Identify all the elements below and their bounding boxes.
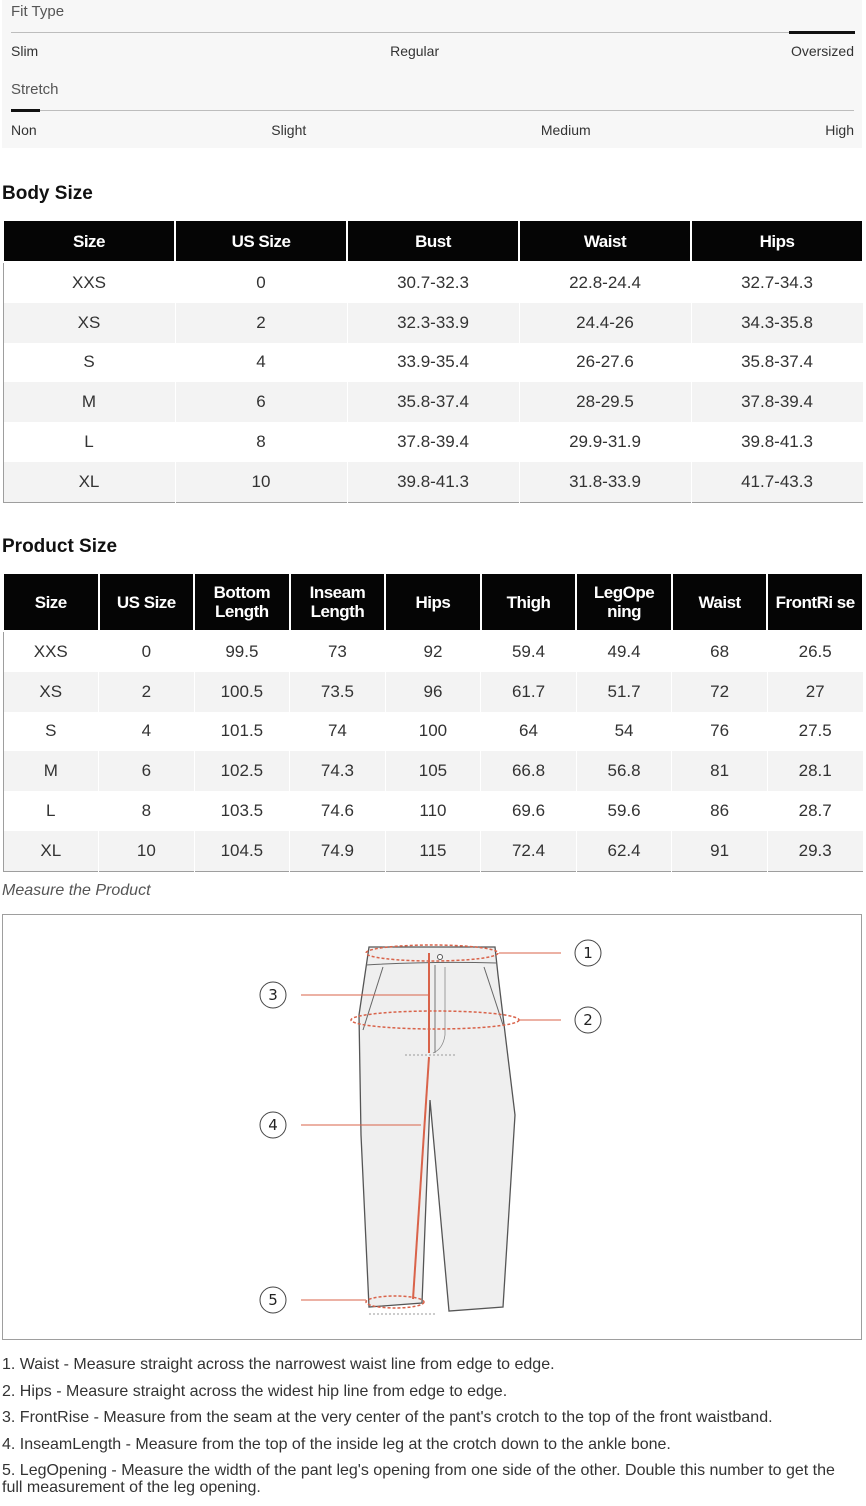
column-header: US Size [175, 220, 347, 262]
product-size-body [3, 631, 863, 871]
table-cell: 37.8-39.4 [691, 382, 863, 422]
table-cell: 66.8 [481, 751, 577, 791]
table-row [3, 791, 863, 831]
table-cell: 103.5 [194, 791, 290, 831]
table-cell: 2 [175, 303, 347, 343]
table-cell: S [3, 712, 99, 752]
stretch-labels [11, 122, 854, 138]
table-cell: XL [3, 831, 99, 871]
table-cell: 27 [767, 672, 863, 712]
column-header: Bottom Length [194, 573, 290, 631]
column-header: Hips [691, 220, 863, 262]
table-cell: 6 [175, 382, 347, 422]
marker-4-label: 4 [268, 1116, 278, 1134]
pants-diagram [3, 915, 861, 1339]
table-cell: 73.5 [290, 672, 386, 712]
table-cell: 64 [481, 712, 577, 752]
table-cell: 100 [385, 712, 481, 752]
table-cell: L [3, 422, 175, 462]
table-cell: 86 [672, 791, 768, 831]
fit-type-track [11, 32, 854, 33]
table-cell: 34.3-35.8 [691, 303, 863, 343]
table-cell: 51.7 [576, 672, 672, 712]
table-cell: 68 [672, 631, 768, 672]
table-cell: XS [3, 672, 99, 712]
marker-2-label: 2 [583, 1011, 593, 1029]
table-cell: 74.6 [290, 791, 386, 831]
table-row [3, 831, 863, 871]
table-cell: 10 [99, 831, 195, 871]
table-cell: M [3, 751, 99, 791]
table-cell: XXS [3, 262, 175, 303]
table-cell: 91 [672, 831, 768, 871]
table-row [3, 343, 863, 383]
table-row [3, 382, 863, 422]
table-cell: 29.9-31.9 [519, 422, 691, 462]
measurement-notes [2, 1356, 852, 1506]
measure-diagram [2, 914, 862, 1340]
waist-button [438, 955, 443, 960]
table-cell: 76 [672, 712, 768, 752]
note-inseam-length: 4. InseamLength - Measure from the top of the inside leg at the crotch down to the ankle bone. [2, 1435, 671, 1453]
table-cell: 6 [99, 751, 195, 791]
column-header: FrontRi se [767, 573, 863, 631]
table-cell: 33.9-35.4 [347, 343, 519, 383]
column-header: Size [3, 220, 175, 262]
table-cell: 2 [99, 672, 195, 712]
table-cell: 37.8-39.4 [347, 422, 519, 462]
table-cell: 29.3 [767, 831, 863, 871]
column-header: Waist [672, 573, 768, 631]
measure-caption: Measure the Product [2, 882, 151, 899]
table-cell: 4 [99, 712, 195, 752]
column-header: Size [3, 573, 99, 631]
note-front-rise: 3. FrontRise - Measure from the seam at the very center of the pant's crotch to the top of the front waistband. [2, 1409, 773, 1427]
table-cell: 59.6 [576, 791, 672, 831]
column-header: Inseam Length [290, 573, 386, 631]
table-cell: 81 [672, 751, 768, 791]
table-cell: 27.5 [767, 712, 863, 752]
fit-type-label-regular: Regular [390, 43, 440, 59]
body-size-title: Body Size [2, 183, 93, 204]
table-cell: 110 [385, 791, 481, 831]
table-row [3, 631, 863, 672]
product-size-title: Product Size [2, 536, 118, 557]
pants-outline [359, 947, 515, 1311]
table-cell: S [3, 343, 175, 383]
table-cell: 28.7 [767, 791, 863, 831]
table-cell: 39.8-41.3 [691, 422, 863, 462]
stretch-title: Stretch [11, 81, 59, 98]
table-cell: 28-29.5 [519, 382, 691, 422]
table-cell: 54 [576, 712, 672, 752]
table-cell: XXS [3, 631, 99, 672]
table-cell: 24.4-26 [519, 303, 691, 343]
table-cell: 56.8 [576, 751, 672, 791]
stretch-selected-marker [11, 109, 40, 112]
table-cell: 104.5 [194, 831, 290, 871]
fit-type-label-slim: Slim [11, 43, 39, 59]
table-cell: 74.3 [290, 751, 386, 791]
table-cell: 115 [385, 831, 481, 871]
table-cell: 74.9 [290, 831, 386, 871]
table-cell: 69.6 [481, 791, 577, 831]
table-cell: 26.5 [767, 631, 863, 672]
table-cell: M [3, 382, 175, 422]
table-cell: 4 [175, 343, 347, 383]
marker-5-label: 5 [268, 1291, 278, 1309]
table-cell: 74 [290, 712, 386, 752]
body-size-body [3, 262, 863, 502]
column-header: Hips [385, 573, 481, 631]
column-header: LegOpe ning [576, 573, 672, 631]
table-cell: 35.8-37.4 [347, 382, 519, 422]
table-cell: 96 [385, 672, 481, 712]
table-cell: 26-27.6 [519, 343, 691, 383]
table-cell: 8 [175, 422, 347, 462]
table-cell: 0 [175, 262, 347, 303]
table-cell: XS [3, 303, 175, 343]
table-cell: 59.4 [481, 631, 577, 672]
table-cell: 35.8-37.4 [691, 343, 863, 383]
table-cell: 22.8-24.4 [519, 262, 691, 303]
product-size-table [2, 572, 864, 872]
table-cell: 39.8-41.3 [347, 462, 519, 502]
table-cell: XL [3, 462, 175, 502]
fit-type-label-oversized: Oversized [790, 43, 854, 59]
table-cell: 32.3-33.9 [347, 303, 519, 343]
column-header: Bust [347, 220, 519, 262]
table-cell: 100.5 [194, 672, 290, 712]
table-cell: 101.5 [194, 712, 290, 752]
table-cell: 28.1 [767, 751, 863, 791]
table-cell: 73 [290, 631, 386, 672]
note-waist: 1. Waist - Measure straight across the narrowest waist line from edge to edge. [2, 1356, 555, 1373]
table-row [3, 422, 863, 462]
table-cell: 41.7-43.3 [691, 462, 863, 502]
table-row [3, 672, 863, 712]
table-row [3, 462, 863, 502]
column-header: US Size [99, 573, 195, 631]
stretch-label-slight: Slight [271, 122, 307, 138]
fit-type-title: Fit Type [11, 3, 65, 20]
note-hips: 2. Hips - Measure straight across the widest hip line from edge to edge. [2, 1382, 508, 1400]
marker-1-label: 1 [583, 944, 593, 962]
table-cell: 8 [99, 791, 195, 831]
table-row [3, 712, 863, 752]
table-cell: 102.5 [194, 751, 290, 791]
table-cell: 105 [385, 751, 481, 791]
table-row [3, 262, 863, 303]
table-cell: 32.7-34.3 [691, 262, 863, 303]
table-cell: 30.7-32.3 [347, 262, 519, 303]
table-cell: 72 [672, 672, 768, 712]
table-cell: 92 [385, 631, 481, 672]
fit-type-labels [11, 43, 854, 59]
table-cell: 61.7 [481, 672, 577, 712]
stretch-label-high: High [825, 122, 854, 138]
table-cell: 0 [99, 631, 195, 672]
stretch-track [11, 110, 854, 111]
stretch-label-non: Non [11, 122, 37, 138]
column-header: Thigh [481, 573, 577, 631]
marker-3-label: 3 [268, 986, 278, 1004]
table-cell: 10 [175, 462, 347, 502]
fit-panel [2, 0, 862, 148]
table-cell: 99.5 [194, 631, 290, 672]
table-cell: 49.4 [576, 631, 672, 672]
note-leg-opening: 5. LegOpening - Measure the width of the pant leg's opening from one side of the other. Double this number to get the full measurement of the leg opening. [2, 1462, 835, 1497]
column-header: Waist [519, 220, 691, 262]
body-size-header-row [3, 220, 863, 262]
table-cell: L [3, 791, 99, 831]
table-row [3, 303, 863, 343]
table-row [3, 751, 863, 791]
table-cell: 31.8-33.9 [519, 462, 691, 502]
stretch-label-medium: Medium [540, 122, 591, 138]
body-size-table [2, 219, 864, 503]
table-cell: 62.4 [576, 831, 672, 871]
table-cell: 72.4 [481, 831, 577, 871]
product-size-header-row [3, 573, 863, 631]
fit-type-selected-marker [789, 31, 855, 34]
